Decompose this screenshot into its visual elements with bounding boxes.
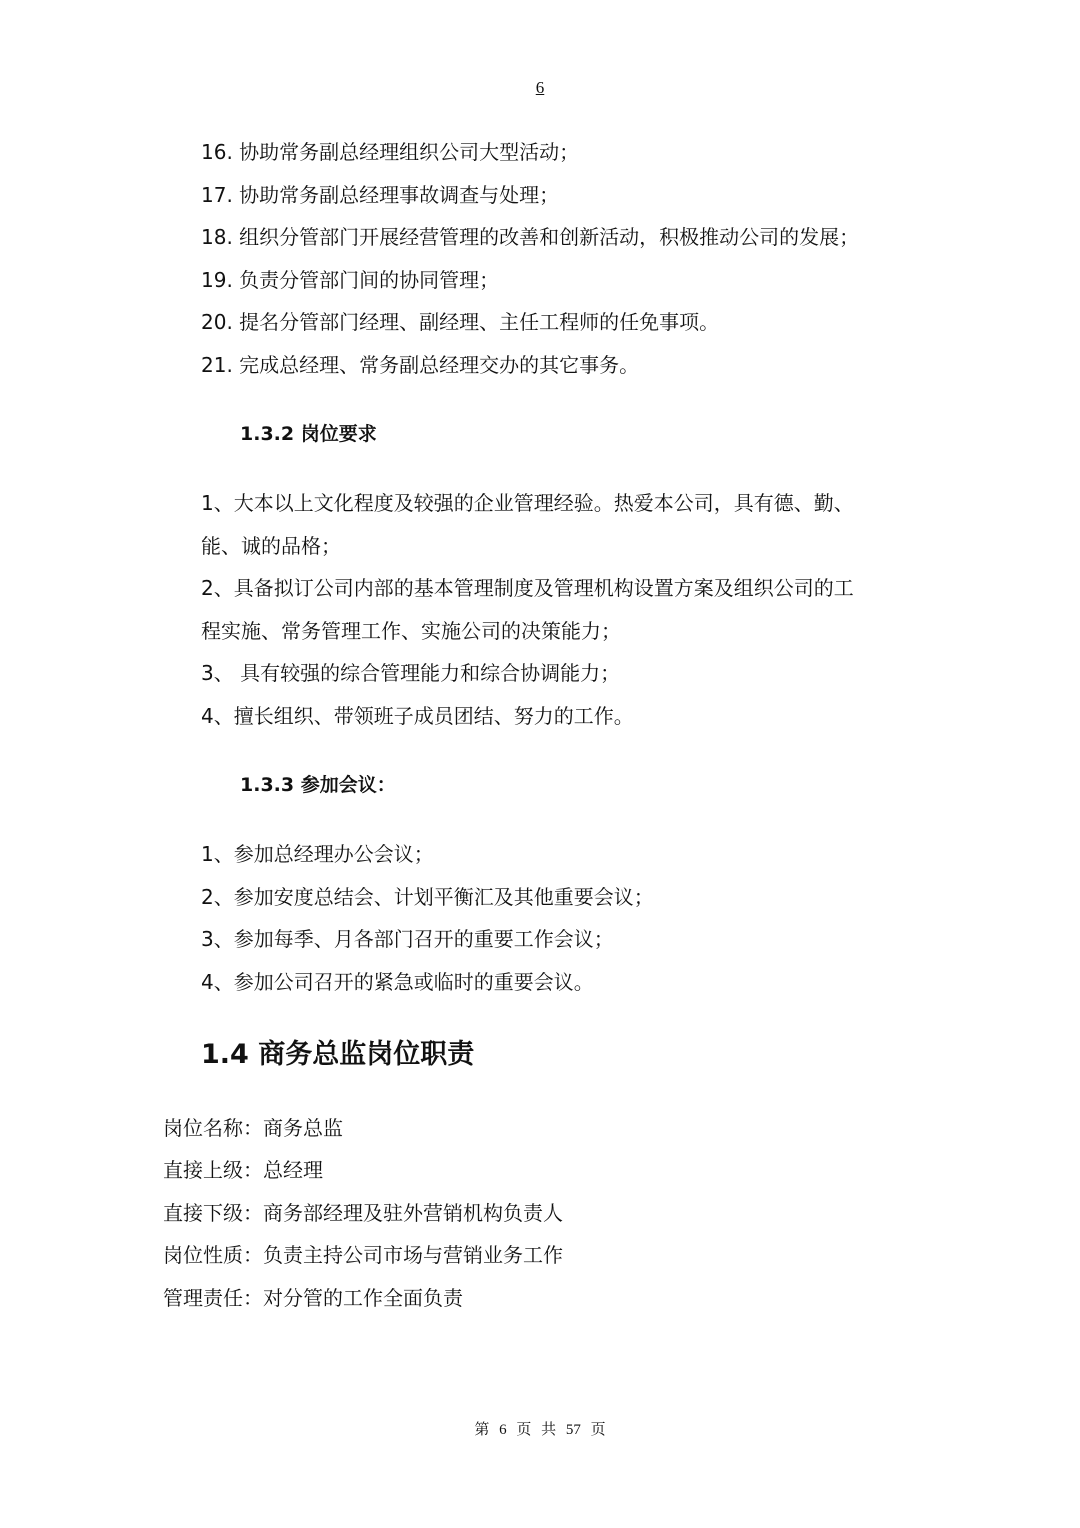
requirement-line: 1、大本以上文化程度及较强的企业管理经验。热爱本公司，具有德、勤、 [201, 491, 854, 515]
meeting-line: 3、参加每季、月各部门召开的重要工作会议； [201, 927, 614, 951]
page-number-text: 6 [535, 78, 545, 97]
meetings-heading: 1.3.3 参加会议： [240, 774, 396, 796]
meeting-line: 2、参加安度总结会、计划平衡汇及其他重要会议； [201, 885, 654, 909]
meeting-line: 4、参加公司召开的紧急或临时的重要会议。 [201, 970, 594, 994]
field-line: 管理责任：对分管的工作全面负责 [163, 1286, 463, 1310]
requirement-line: 4、擅长组织、带领班子成员团结、努力的工作。 [201, 704, 634, 728]
requirement-line: 2、具备拟订公司内部的基本管理制度及管理机构设置方案及组织公司的工 [201, 576, 854, 600]
duty-item: 20. 提名分管部门经理、副经理、主任工程师的任免事项。 [201, 310, 720, 334]
field-line: 直接上级：总经理 [163, 1158, 323, 1182]
section-title: 1.4 商务总监岗位职责 [201, 1039, 475, 1070]
duty-item: 21. 完成总经理、常务副总经理交办的其它事务。 [201, 353, 640, 377]
duty-item: 16. 协助常务副总经理组织公司大型活动； [201, 140, 580, 164]
field-line: 岗位性质：负责主持公司市场与营销业务工作 [163, 1243, 563, 1267]
meeting-line: 1、参加总经理办公会议； [201, 842, 434, 866]
field-line: 岗位名称：商务总监 [163, 1116, 343, 1140]
duty-item: 17. 协助常务副总经理事故调查与处理； [201, 183, 560, 207]
page-number [0, 78, 1080, 98]
requirement-line: 能、诚的品格； [201, 534, 341, 558]
duty-item: 18. 组织分管部门开展经营管理的改善和创新活动，积极推动公司的发展； [201, 225, 860, 249]
field-line: 直接下级：商务部经理及驻外营销机构负责人 [163, 1201, 563, 1225]
requirement-line: 3、 具有较强的综合管理能力和综合协调能力； [201, 661, 621, 685]
requirements-heading: 1.3.2 岗位要求 [240, 423, 377, 445]
page-footer: 第 6 页 共 57 页 [474, 1422, 606, 1438]
requirement-line: 程实施、常务管理工作、实施公司的决策能力； [201, 619, 621, 643]
duty-item: 19. 负责分管部门间的协同管理； [201, 268, 500, 292]
